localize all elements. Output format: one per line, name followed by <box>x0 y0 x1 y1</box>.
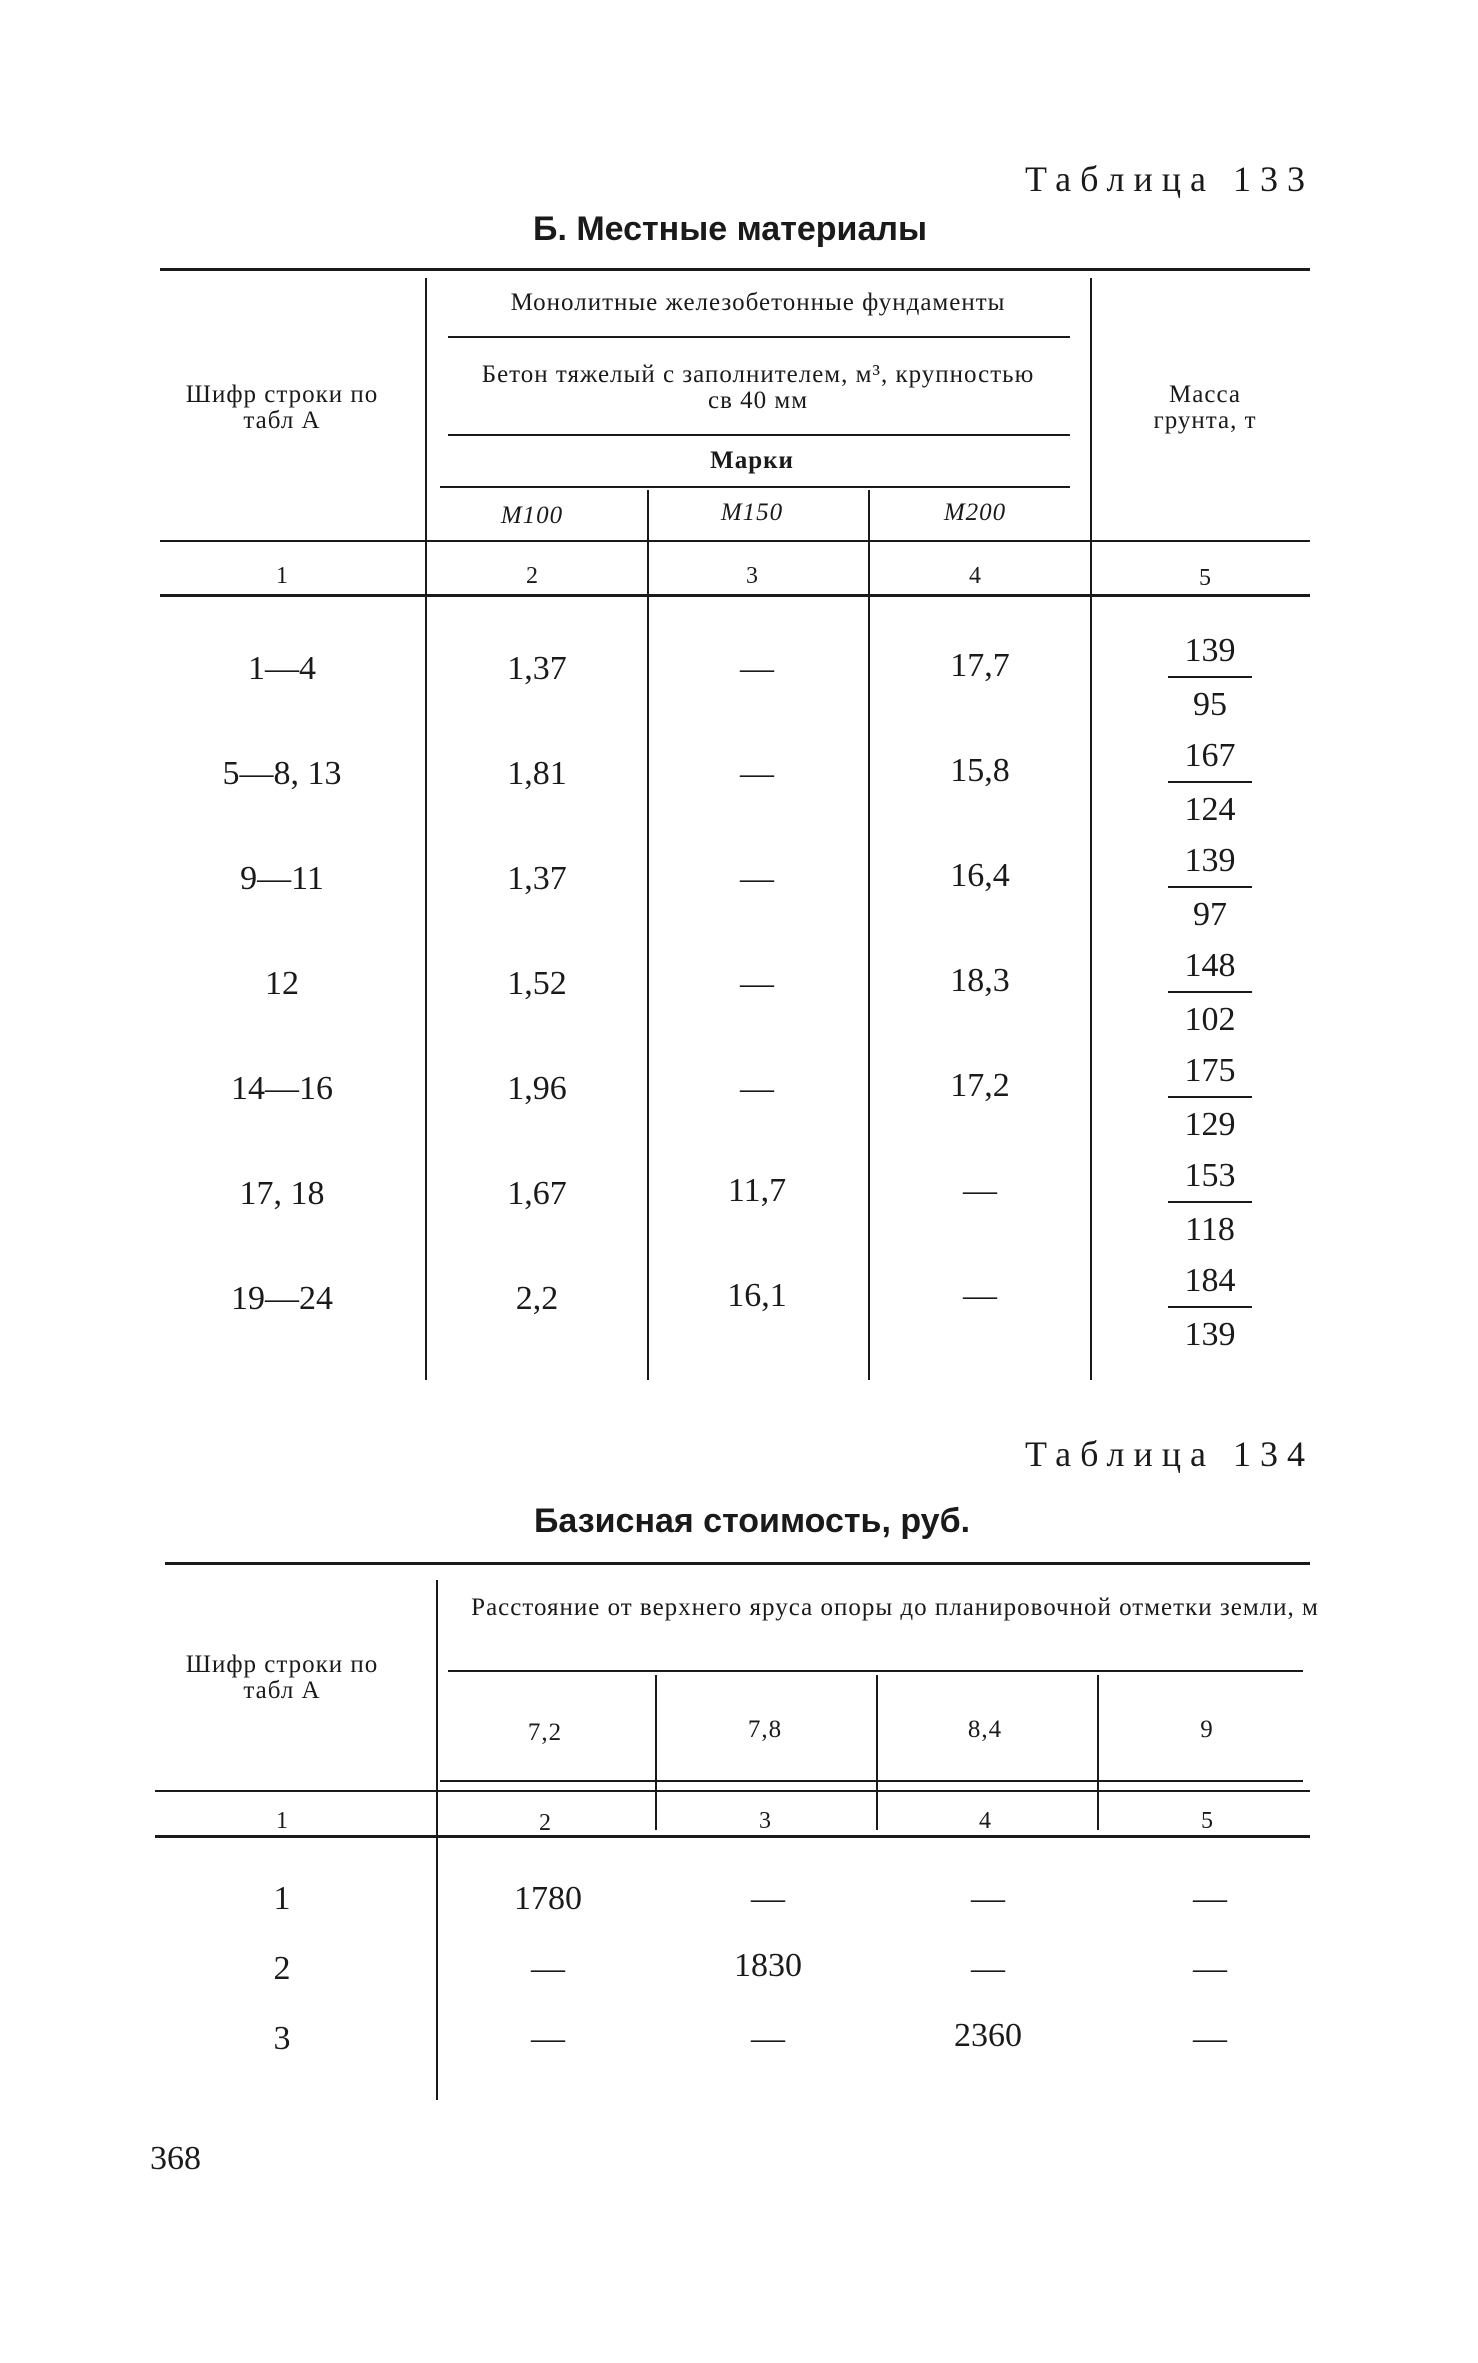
rule <box>440 1780 1303 1782</box>
mass-numerator: 167 <box>1184 737 1236 774</box>
col-number: 5 <box>1199 565 1211 591</box>
cell-dist: — <box>531 1950 565 1987</box>
header-row-code: Шифр строки по табл А <box>185 381 379 434</box>
rule <box>448 336 1070 338</box>
mass-denominator: 118 <box>1185 1211 1235 1248</box>
col-divider <box>868 490 870 1380</box>
cell-m200: 15,8 <box>950 752 1010 789</box>
rule <box>448 1670 1303 1672</box>
header-grade-m150: М150 <box>720 499 784 526</box>
row-code: 19—24 <box>231 1280 333 1317</box>
cell-mass-fraction <box>1168 947 1252 1039</box>
col-number: 1 <box>276 563 288 589</box>
mass-denominator: 102 <box>1184 1001 1236 1038</box>
header-dist: 7,8 <box>747 1716 783 1743</box>
row-code: 14—16 <box>231 1070 333 1107</box>
cell-dist: 1830 <box>734 1947 802 1984</box>
row-code: 9—11 <box>240 860 324 897</box>
cell-mass-fraction <box>1168 632 1252 724</box>
mass-numerator: 184 <box>1184 1262 1236 1299</box>
col-number: 4 <box>969 563 981 589</box>
mass-denominator: 97 <box>1193 896 1227 933</box>
mass-denominator: 95 <box>1193 686 1227 723</box>
rule <box>160 540 1310 542</box>
cell-dist: — <box>1193 1880 1227 1917</box>
header-row-code: Шифр строки по табл А <box>185 1651 379 1704</box>
fraction-bar <box>1168 1306 1252 1308</box>
cell-m150: 11,7 <box>727 1172 787 1209</box>
fraction-bar <box>1168 781 1252 783</box>
header-subgroup: Бетон тяжелый с заполнителем, м³, крупностью св 40 мм <box>481 361 1035 414</box>
mass-numerator: 139 <box>1184 632 1236 669</box>
mass-denominator: 129 <box>1184 1106 1236 1143</box>
cell-mass-fraction <box>1168 737 1252 829</box>
col-number: 1 <box>276 1808 288 1834</box>
row-code: 5—8, 13 <box>222 755 342 792</box>
table-133-top-rule <box>160 268 1310 271</box>
col-divider <box>425 278 427 1380</box>
table-133-title: Б. Местные материалы <box>533 210 927 248</box>
cell-dist: — <box>531 2020 565 2057</box>
cell-m150: — <box>740 965 774 1002</box>
cell-dist: — <box>971 1950 1005 1987</box>
table-133-caption: Таблица 133 <box>1025 159 1314 199</box>
cell-m200: 16,4 <box>950 857 1010 894</box>
cell-m200: 17,2 <box>950 1067 1010 1104</box>
header-grade-m100: М100 <box>500 502 564 529</box>
rule <box>440 486 1070 488</box>
table-134-title: Базисная стоимость, руб. <box>533 1502 971 1540</box>
cell-mass-fraction <box>1168 842 1252 934</box>
table-133-header-bottom-rule <box>160 594 1310 597</box>
cell-mass-fraction <box>1168 1157 1252 1249</box>
header-grades: Марки <box>710 447 794 474</box>
cell-m200: — <box>963 1172 997 1209</box>
mass-numerator: 139 <box>1184 842 1236 879</box>
header-grade-m200: М200 <box>943 499 1007 526</box>
cell-mass-fraction <box>1168 1262 1252 1354</box>
col-divider <box>876 1675 878 1830</box>
cell-m100: 1,96 <box>507 1070 567 1107</box>
col-divider <box>1097 1675 1099 1830</box>
cell-m150: — <box>740 650 774 687</box>
col-divider <box>436 1580 438 2100</box>
col-number: 5 <box>1201 1808 1213 1834</box>
col-divider <box>647 490 649 1380</box>
cell-dist: — <box>751 1880 785 1917</box>
col-number: 2 <box>526 563 538 589</box>
header-dist: 9 <box>1200 1716 1214 1743</box>
cell-m150: — <box>740 1070 774 1107</box>
fraction-bar <box>1168 1201 1252 1203</box>
table-134-caption: Таблица 134 <box>1025 1434 1314 1474</box>
rule <box>448 434 1070 436</box>
rule <box>155 1790 1310 1792</box>
header-group: Монолитные железобетонные фундаменты <box>510 289 1006 316</box>
cell-m100: 1,52 <box>507 965 567 1002</box>
fraction-bar <box>1168 1096 1252 1098</box>
table-134-top-rule <box>165 1562 1310 1565</box>
header-dist: 8,4 <box>967 1716 1003 1743</box>
cell-m200: 17,7 <box>950 647 1010 684</box>
row-code: 1 <box>273 1880 291 1917</box>
cell-m100: 1,81 <box>507 755 567 792</box>
row-code: 12 <box>265 965 299 1002</box>
mass-numerator: 148 <box>1184 947 1236 984</box>
mass-denominator: 124 <box>1184 791 1236 828</box>
cell-mass-fraction <box>1168 1052 1252 1144</box>
mass-numerator: 153 <box>1184 1157 1236 1194</box>
cell-m100: 1,37 <box>507 860 567 897</box>
row-code: 3 <box>273 2020 291 2057</box>
cell-m150: 16,1 <box>727 1277 787 1314</box>
table-134-header-bottom-rule <box>155 1835 1310 1838</box>
cell-m200: — <box>963 1277 997 1314</box>
cell-dist: 2360 <box>954 2017 1022 2054</box>
fraction-bar <box>1168 676 1252 678</box>
cell-m100: 2,2 <box>515 1280 559 1317</box>
cell-dist: — <box>751 2020 785 2057</box>
col-divider <box>655 1675 657 1830</box>
row-code: 17, 18 <box>239 1175 325 1212</box>
row-code: 1—4 <box>248 650 316 687</box>
cell-m100: 1,37 <box>507 650 567 687</box>
col-number: 4 <box>979 1808 991 1834</box>
cell-dist: — <box>1193 1950 1227 1987</box>
cell-dist: — <box>1193 2020 1227 2057</box>
col-number: 3 <box>746 563 758 589</box>
cell-m100: 1,67 <box>507 1175 567 1212</box>
mass-numerator: 175 <box>1184 1052 1236 1089</box>
header-dist: 7,2 <box>527 1719 563 1746</box>
cell-dist: 1780 <box>514 1880 582 1917</box>
cell-dist: — <box>971 1880 1005 1917</box>
fraction-bar <box>1168 991 1252 993</box>
cell-m150: — <box>740 755 774 792</box>
fraction-bar <box>1168 886 1252 888</box>
mass-denominator: 139 <box>1184 1316 1236 1353</box>
cell-m200: 18,3 <box>950 962 1010 999</box>
header-group: Расстояние от верхнего яруса опоры до планировочной отметки земли, м <box>471 1594 1319 1621</box>
col-number: 3 <box>759 1808 771 1834</box>
row-code: 2 <box>273 1950 291 1987</box>
col-divider <box>1090 278 1092 1380</box>
cell-m150: — <box>740 860 774 897</box>
header-mass: Масса грунта, т <box>1153 381 1257 434</box>
col-number: 2 <box>539 1810 551 1836</box>
page-number: 368 <box>150 2140 201 2177</box>
